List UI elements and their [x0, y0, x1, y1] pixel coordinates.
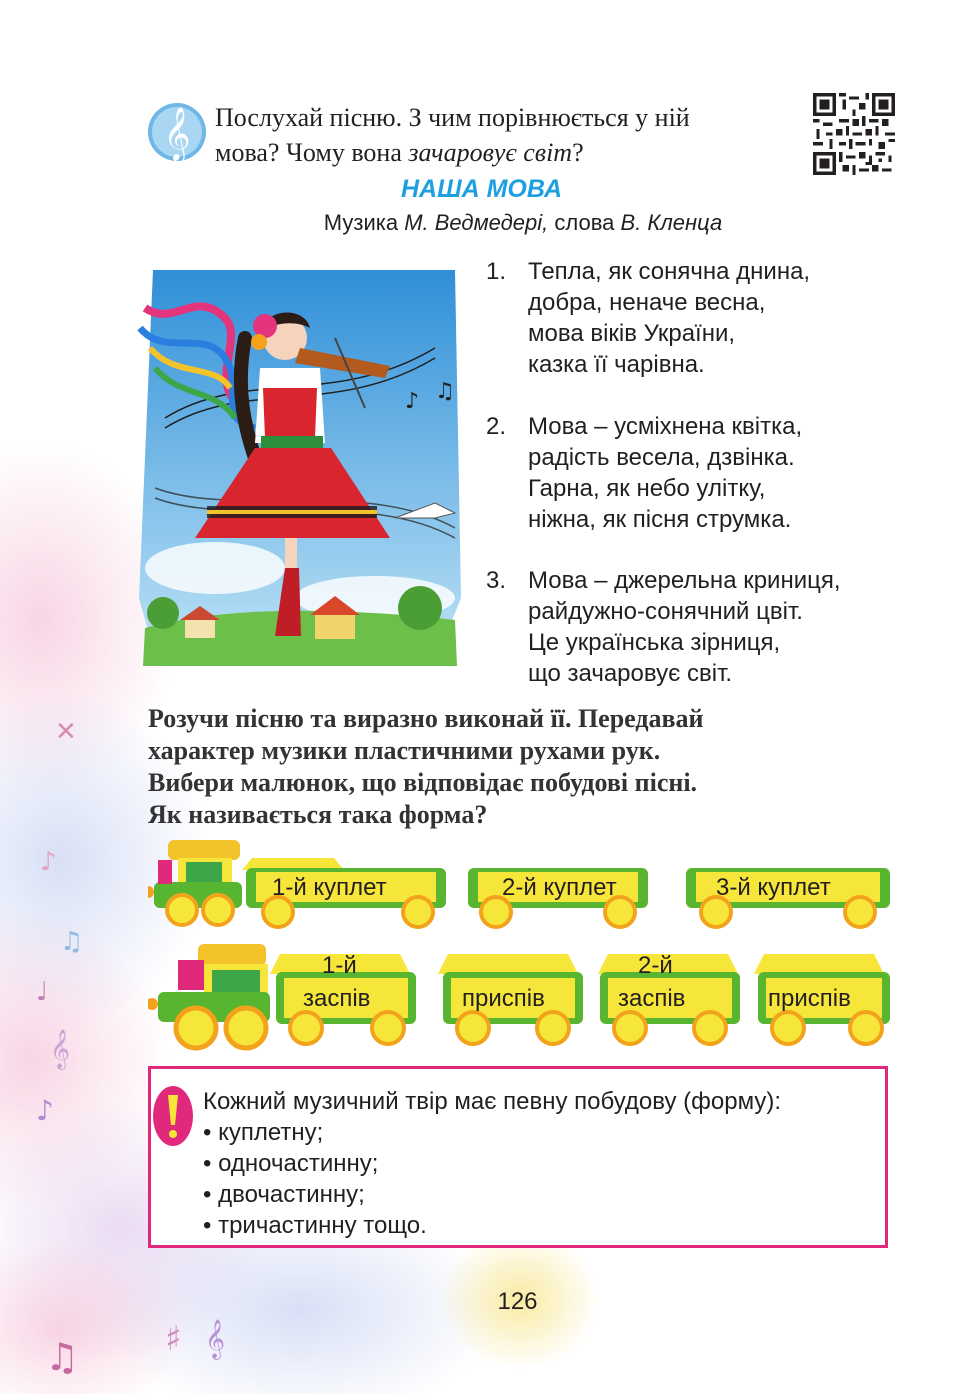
verse-2 — [486, 411, 802, 535]
task-line: Розучи пісню та виразно виконай її. Передавай — [148, 704, 704, 733]
exclamation-icon — [152, 1085, 194, 1147]
verse-3 — [486, 565, 841, 689]
note-text — [203, 1086, 781, 1241]
svg-text:♩: ♩ — [36, 977, 49, 1007]
wagon-label: 1-й куплет — [272, 874, 387, 901]
treble-clef-icon — [146, 101, 208, 163]
svg-text:𝄞: 𝄞 — [163, 106, 191, 160]
credits-mid: слова — [548, 210, 621, 235]
verse-line: добра, неначе весна, — [528, 289, 766, 316]
svg-text:𝄞: 𝄞 — [205, 1319, 226, 1359]
verse-number: 2. — [486, 413, 507, 440]
svg-text:♪: ♪ — [36, 1094, 54, 1127]
intro-question — [215, 100, 805, 170]
svg-text:♯: ♯ — [165, 1319, 182, 1359]
locomotive-icon — [148, 840, 242, 925]
wagon-label: заспів — [303, 985, 371, 1012]
verse-line: Мова – джерельна криниця, — [528, 567, 841, 594]
lyricist-name: В. Кленца — [620, 210, 723, 235]
task-line: Як називається така форма? — [148, 800, 488, 829]
wagon-label: 3-й куплет — [716, 874, 831, 901]
wagon-label: 2-й куплет — [502, 874, 617, 901]
svg-text:♪: ♪ — [40, 847, 57, 877]
page-number: 126 — [497, 1288, 538, 1315]
svg-text:𝄞: 𝄞 — [50, 1029, 71, 1069]
song-title: НАША МОВА — [400, 175, 562, 203]
svg-text:♫: ♫ — [45, 1335, 80, 1379]
task-instructions — [148, 703, 848, 831]
task-line: характер музики пластичними рухами рук. — [148, 736, 661, 765]
qr-code[interactable] — [813, 93, 895, 175]
intro-line-2-italic: зачаровує світ — [408, 138, 573, 167]
note-heading: Кожний музичний твір має певну побудову (форму): — [203, 1088, 782, 1115]
wagon-label: 2-й — [638, 952, 673, 979]
svg-text:♪: ♪ — [405, 389, 420, 414]
verse-number: 1. — [486, 258, 507, 285]
verse-line: Мова – усміхнена квітка, — [528, 413, 803, 440]
verse-line: ніжна, як пісня струмка. — [528, 506, 792, 533]
note-item: • куплетну; — [203, 1119, 324, 1146]
verse-line: мова віків України, — [528, 320, 736, 347]
note-item: • двочастинну; — [203, 1181, 365, 1208]
credits-prefix: Музика — [323, 210, 405, 235]
svg-text:♫: ♫ — [60, 927, 84, 957]
verse-line: Гарна, як небо улітку, — [528, 475, 766, 502]
wagon-label: приспів — [768, 985, 851, 1012]
note-item: • тричастинну тощо. — [203, 1212, 427, 1239]
intro-line-2-start: мова? Чому вона — [215, 138, 409, 167]
verse-line: райдужно-сонячний цвіт. — [528, 598, 803, 625]
note-item: • одночастинну; — [203, 1150, 379, 1177]
verse-line: радість весела, дзвінка. — [528, 444, 795, 471]
wagon-label: приспів — [462, 985, 545, 1012]
wagon-label: 1-й — [322, 952, 357, 979]
intro-line-1: Послухай пісню. З чим порівнюється у ній — [215, 103, 690, 132]
task-line: Вибери малюнок, що відповідає побудові пісні. — [148, 768, 698, 797]
intro-line-2-end: ? — [572, 138, 584, 167]
girl-with-violin-illustration — [135, 268, 470, 668]
verse-1 — [486, 256, 810, 380]
intro-line-2 — [215, 135, 805, 170]
verse-line: Тепла, як сонячна днина, — [528, 258, 811, 285]
verse-line: що зачаровує світ. — [528, 660, 733, 687]
verse-line: Це українська зірниця, — [528, 629, 781, 656]
locomotive-icon — [148, 944, 270, 1048]
svg-text:♫: ♫ — [435, 379, 455, 404]
verse-line: казка її чарівна. — [528, 351, 705, 378]
svg-text:✕: ✕ — [55, 717, 77, 747]
wagon-label: заспів — [618, 985, 686, 1012]
song-credits — [0, 210, 963, 236]
verse-number: 3. — [486, 567, 507, 594]
composer-name: М. Ведмедері, — [404, 210, 549, 235]
